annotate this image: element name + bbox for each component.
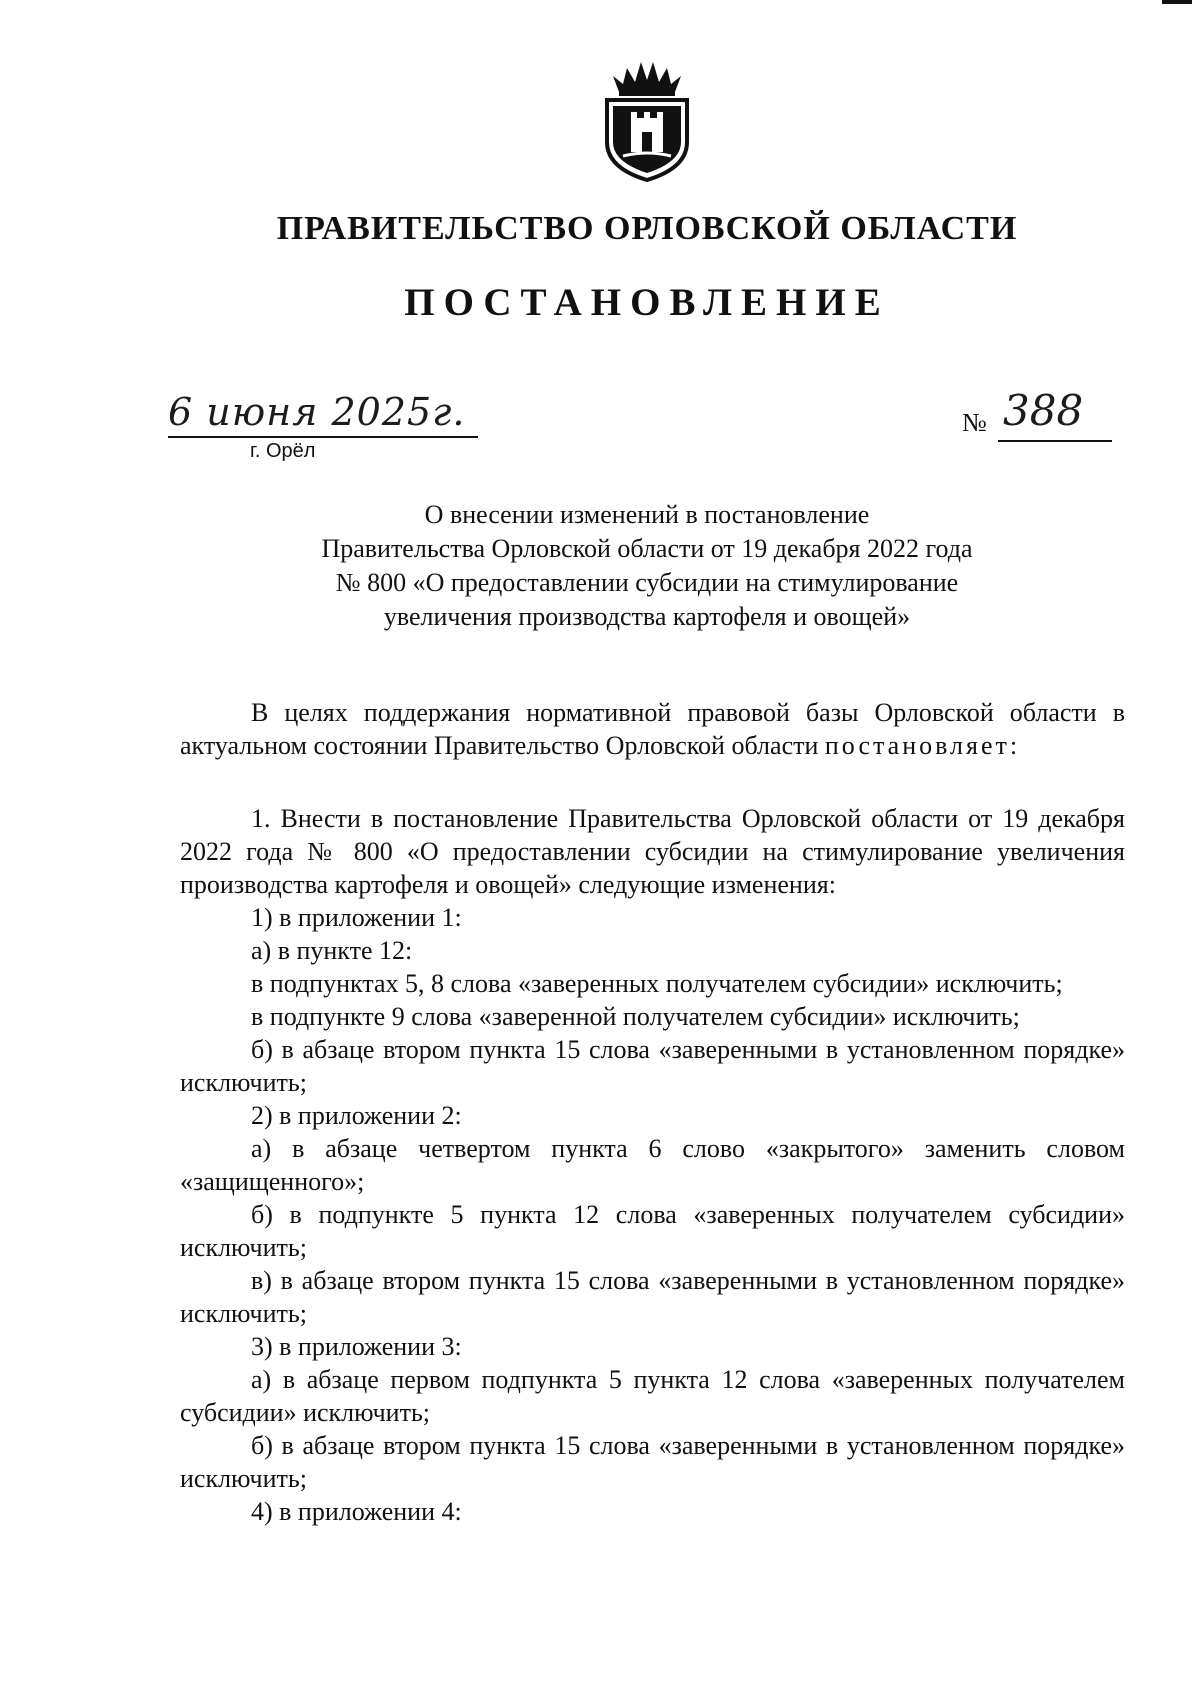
paragraph: 3) в приложении 3: [251, 1332, 462, 1361]
number-sign: № [962, 408, 987, 437]
handwritten-date: 6 июня 2025г. [168, 390, 466, 434]
subject-line: О внесении изменений в постановление [424, 500, 870, 529]
subject-line: увеличения производства картофеля и овощей» [383, 602, 911, 631]
paragraph: в подпунктах 5, 8 слова «заверенных получателем субсидии» исключить; [251, 969, 1063, 998]
scan-edge-mark [1162, 0, 1192, 4]
oryol-region-emblem [601, 56, 693, 182]
preamble-text: В целях поддержания нормативной правовой базы Орловской области в актуальном состоянии Правительство Орловской области [180, 698, 1125, 760]
preamble-paragraph [180, 696, 1125, 762]
subject-line: Правительства Орловской области от 19 декабря 2022 года [321, 534, 973, 563]
paragraph-1: 1. Внести в постановление Правительства Орловской области от 19 декабря 2022 года № 800 «О предоставлении субсидии на стимулирование увеличения производства картофеля и овощей» следующие изменения: [180, 804, 1125, 899]
handwritten-number: 388 [1003, 386, 1084, 435]
paragraph: б) в абзаце втором пункта 15 слова «заверенными в установленном порядке» исключить; [180, 1431, 1125, 1493]
paragraph: 1) в приложении 1: [251, 903, 462, 932]
paragraph: в подпункте 9 слова «заверенной получателем субсидии» исключить; [251, 1002, 1020, 1031]
paragraph: а) в абзаце четвертом пункта 6 слово «закрытого» заменить словом «защищенного»; [180, 1134, 1125, 1196]
paragraph: б) в абзаце втором пункта 15 слова «заверенными в установленном порядке» исключить; [180, 1035, 1125, 1097]
decree-word: постановляет: [824, 731, 1021, 760]
number-underline [998, 440, 1112, 442]
document-type: ПОСТАНОВЛЕНИЕ [404, 281, 890, 324]
paragraph: 4) в приложении 4: [251, 1497, 462, 1526]
paragraph: в) в абзаце втором пункта 15 слова «заверенными в установленном порядке» исключить; [180, 1266, 1125, 1328]
paragraph: а) в пункте 12: [251, 936, 413, 965]
document-subject [0, 498, 1200, 634]
document-body [180, 696, 1125, 1528]
paragraph: б) в подпункте 5 пункта 12 слова «заверенных получателем субсидии» исключить; [180, 1200, 1125, 1262]
date-underline [168, 436, 478, 438]
paragraph: а) в абзаце первом подпункта 5 пункта 12 слова «заверенных получателем субсидии» исключить; [180, 1365, 1125, 1427]
government-name: ПРАВИТЕЛЬСТВО ОРЛОВСКОЙ ОБЛАСТИ [276, 210, 1018, 247]
paragraph: 2) в приложении 2: [251, 1101, 462, 1130]
subject-line: № 800 «О предоставлении субсидии на стимулирование [335, 568, 959, 597]
city-label: г. Орёл [250, 440, 316, 462]
